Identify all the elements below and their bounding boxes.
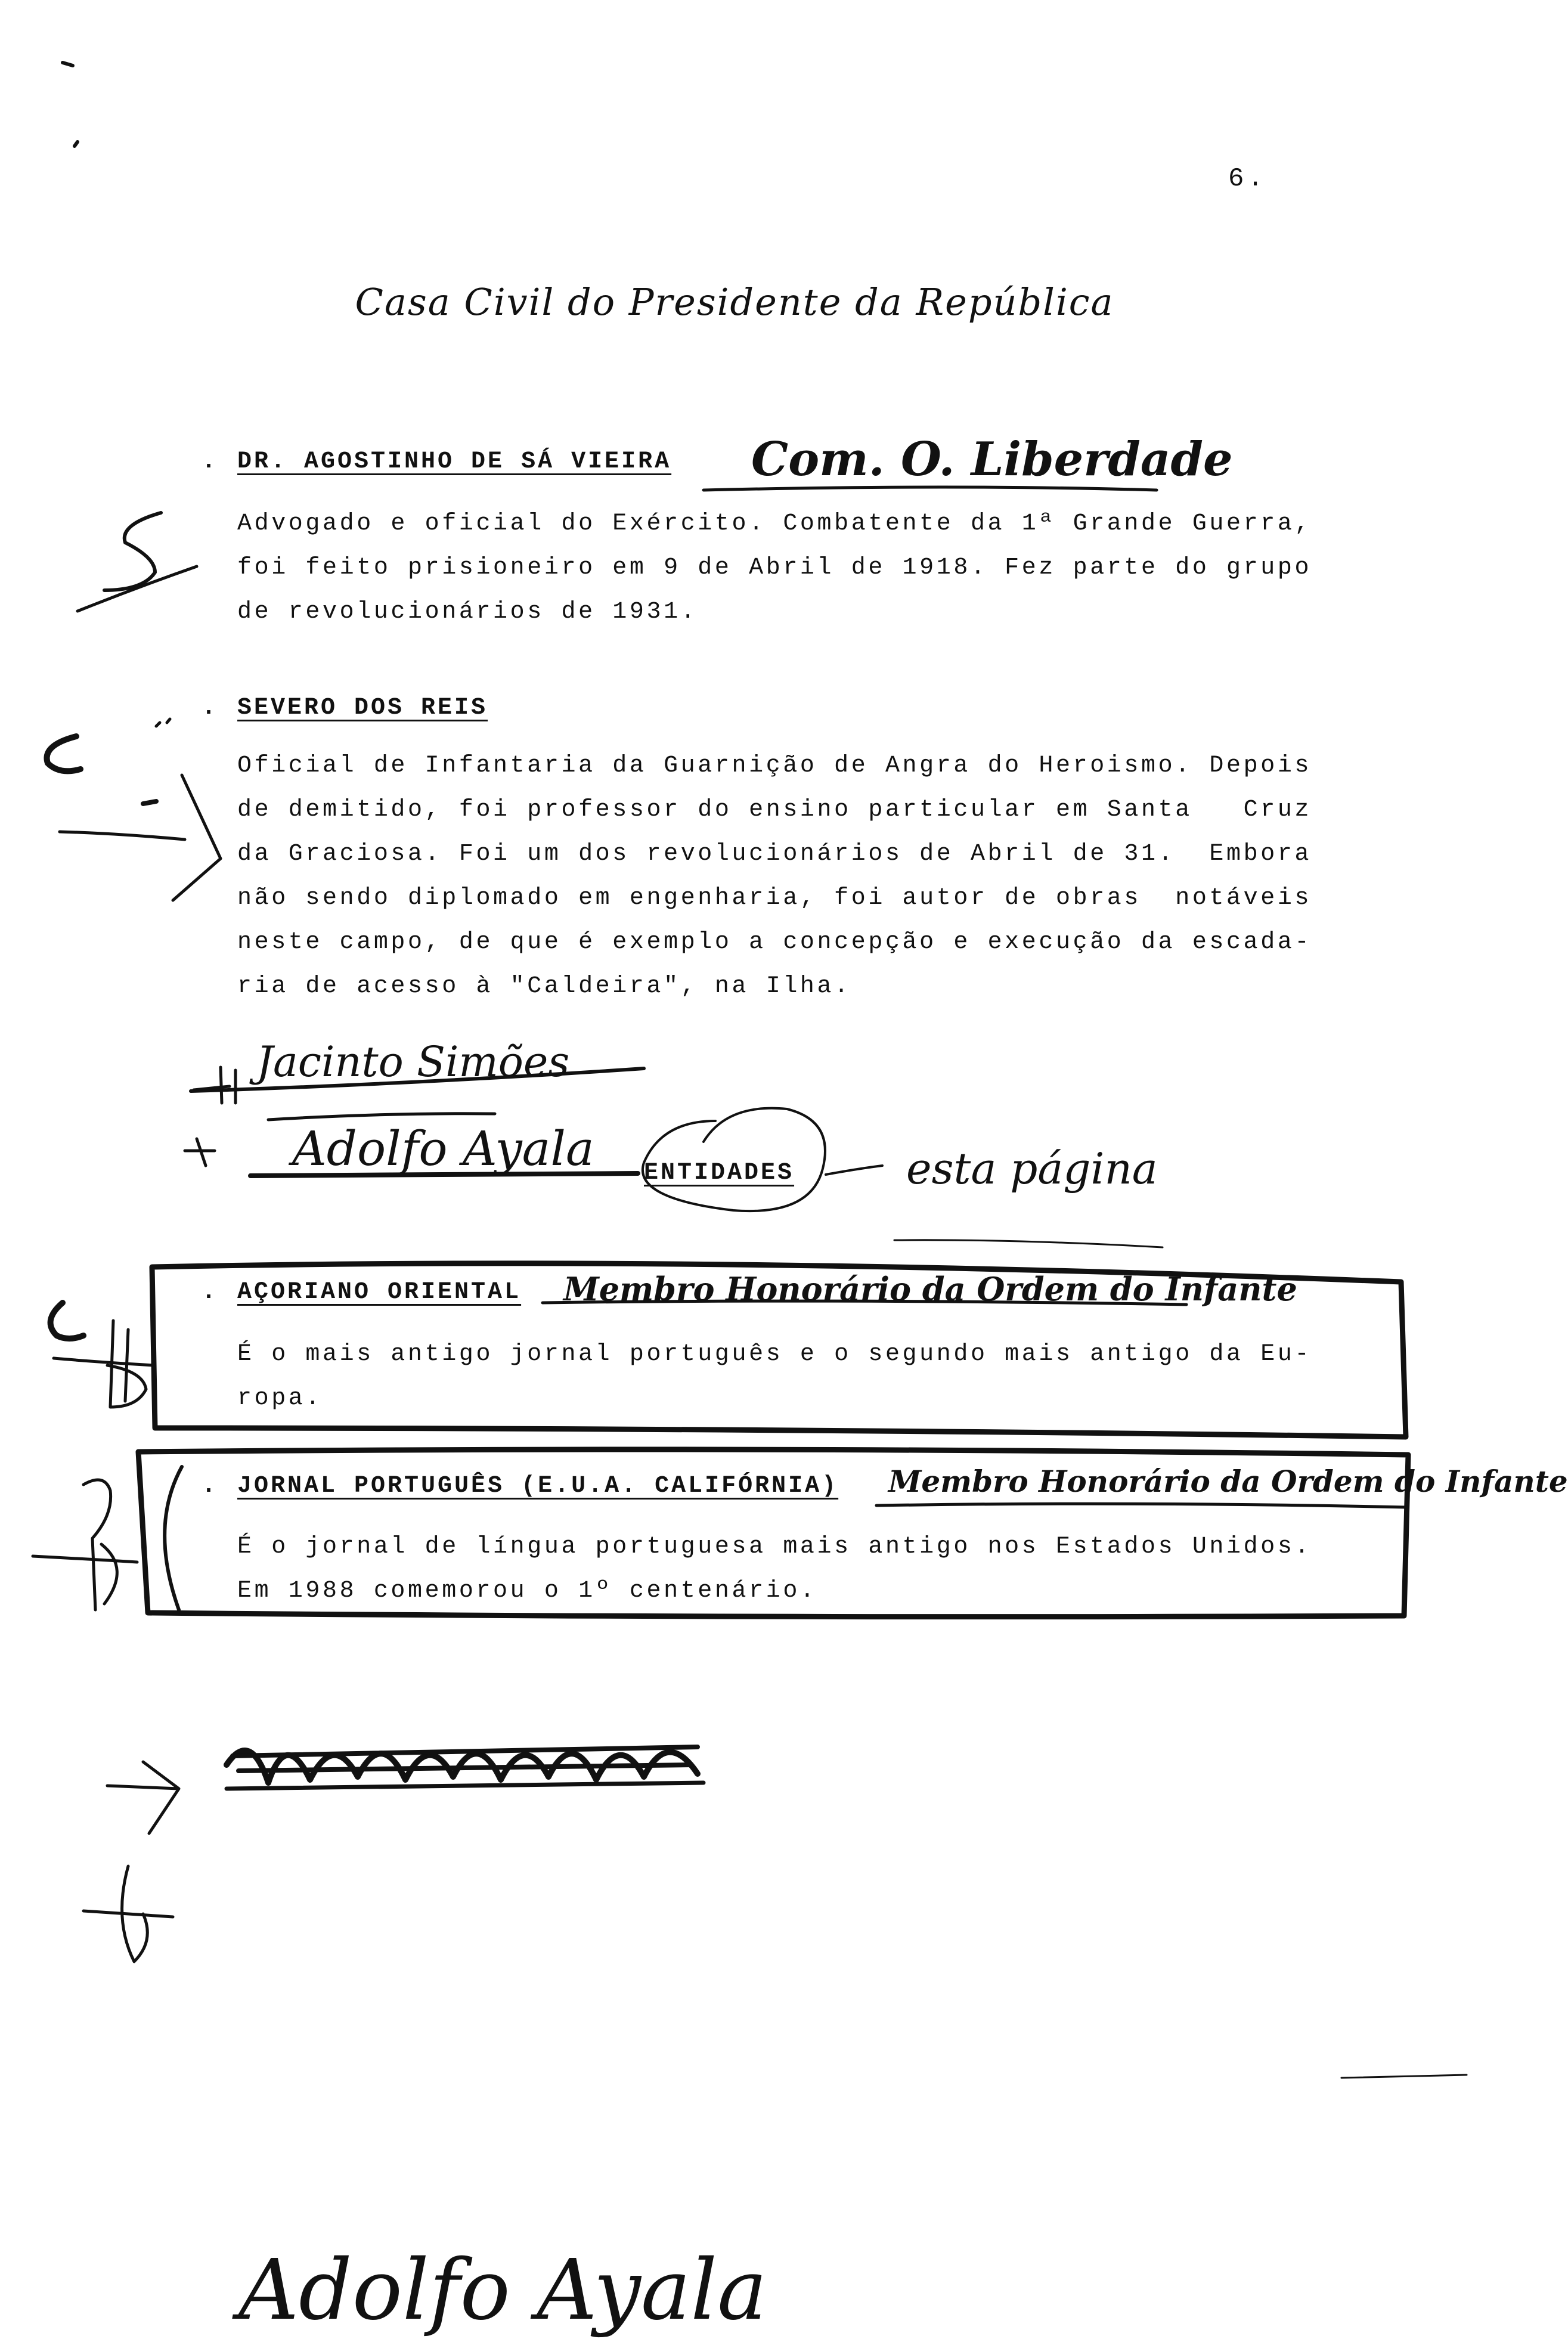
arrow-icon: [83, 1866, 173, 1962]
circle-mark: [643, 1108, 825, 1211]
section-heading: ENTIDADES: [644, 1160, 795, 1186]
text-line: ria de acesso à "Caldeira", na Ilha.: [237, 973, 851, 1000]
handwritten-underline: [704, 487, 1157, 490]
text-line: Em 1988 comemorou o 1º centenário.: [237, 1578, 817, 1604]
c-mark-icon: [51, 1303, 83, 1339]
bullet: .: [202, 695, 216, 721]
c-mark-icon: [47, 736, 80, 771]
text-line: É o mais antigo jornal português e o segundo mais antigo da Eu-: [237, 1341, 1312, 1368]
handwritten-underline: [250, 1173, 638, 1176]
arrow-shaft: [60, 832, 185, 839]
text-line: Advogado e oficial do Exército. Combatente da 1ª Grande Guerra,: [237, 510, 1312, 537]
stray-mark: [143, 801, 156, 804]
entity-name: JORNAL PORTUGUÊS (E.U.A. CALIFÓRNIA): [237, 1473, 839, 1500]
text-line: de demitido, foi professor do ensino particular em Santa Cruz: [237, 797, 1312, 823]
bullet: .: [202, 1279, 216, 1306]
text-line: Oficial de Infantaria da Guarnição de Angra do Heroismo. Depois: [237, 752, 1312, 779]
handwritten-note: Membro Honorário da Ordem do Infante: [563, 1270, 1297, 1308]
signature-underline: [227, 1783, 704, 1789]
margin-stroke: [78, 566, 197, 611]
bullet: .: [202, 448, 216, 475]
handwritten-note: Com. O. Liberdade: [751, 432, 1233, 487]
handwritten-underline: [268, 1114, 495, 1120]
handwritten-page-note: esta página: [906, 1144, 1158, 1194]
text-line: de revolucionários de 1931.: [237, 599, 698, 625]
entity-name: AÇORIANO ORIENTAL: [237, 1279, 522, 1306]
page-number: 6.: [1228, 164, 1267, 194]
bullet: .: [202, 1473, 216, 1500]
box-mark: [152, 1263, 1406, 1437]
handwritten-underline: [543, 1301, 1186, 1305]
s-mark-icon: [104, 513, 161, 590]
margin-mark: [194, 1067, 235, 1103]
arrow-shaft: [54, 1358, 155, 1365]
arrow-mark-icon: [33, 1544, 137, 1604]
handwritten-underline: [876, 1504, 1407, 1507]
strike-through: [191, 1068, 644, 1091]
handwritten-crossed-name: Jacinto Simões: [256, 1037, 570, 1086]
stray-mark: [75, 142, 78, 146]
text-line: não sendo diplomado em engenharia, foi autor de obras notáveis: [237, 885, 1312, 912]
text-line: É o jornal de língua portuguesa mais antigo nos Estados Unidos.: [237, 1533, 1312, 1560]
person-name: DR. AGOSTINHO DE SÁ VIEIRA: [237, 448, 672, 475]
text-line: foi feito prisioneiro em 9 de Abril de 1918. Fez parte do grupo: [237, 554, 1312, 581]
p-mark-icon: [83, 1480, 111, 1610]
arrow-icon: [107, 1762, 179, 1833]
person-name: SEVERO DOS REIS: [237, 695, 488, 721]
arrow-mark-icon: [185, 1139, 215, 1166]
handwritten-added-name: Adolfo Ayala: [292, 1121, 594, 1176]
handwritten-note: Membro Honorário da Ordem do Infante: [888, 1464, 1568, 1499]
handwritten-signature: Adolfo Ayala: [238, 2242, 767, 2339]
text-line: da Graciosa. Foi um dos revolucionários de Abril de 31. Embora: [237, 841, 1312, 868]
stray-mark: [156, 719, 170, 726]
corner-mark: [1341, 2075, 1467, 2078]
handwritten-underline: [894, 1240, 1163, 1247]
box-mark: [138, 1449, 1408, 1617]
bracket-mark: [165, 1467, 182, 1610]
letterhead: Casa Civil do Presidente da República: [355, 280, 1114, 324]
text-line: ropa.: [237, 1385, 323, 1412]
stray-mark: [63, 63, 73, 66]
text-line: neste campo, de que é exemplo a concepção e execução da escada-: [237, 929, 1312, 956]
connector-stroke: [826, 1166, 882, 1175]
